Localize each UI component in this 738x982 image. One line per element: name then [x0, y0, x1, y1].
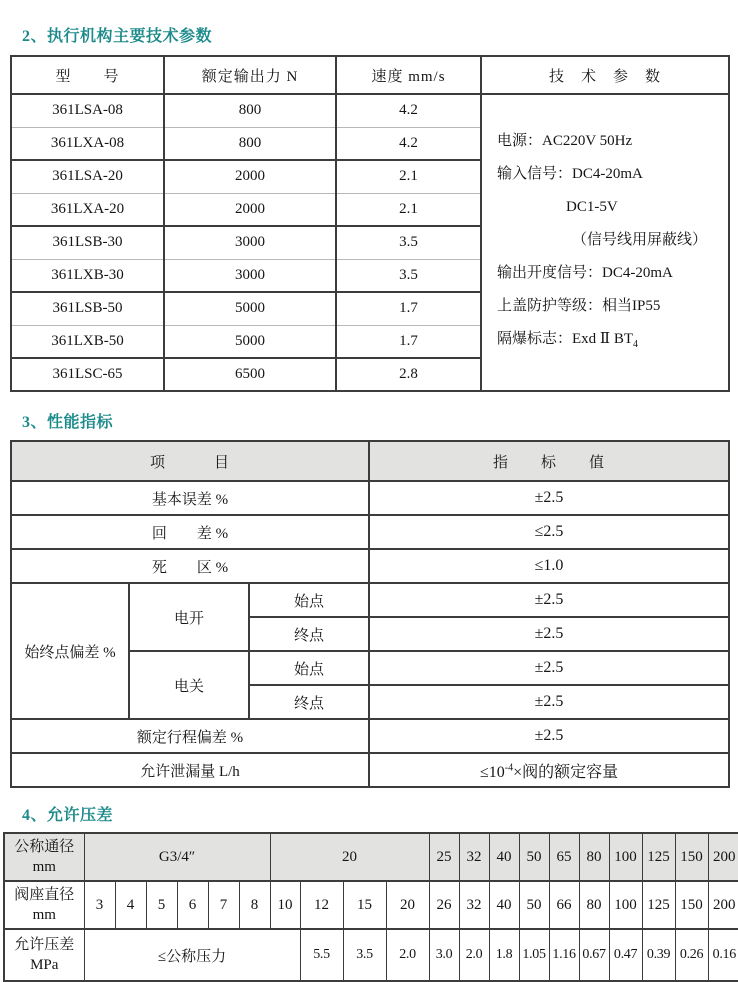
force-cell: 800 — [164, 94, 336, 127]
item-cell: 额定行程偏差 % — [11, 719, 369, 753]
force-cell: 5000 — [164, 325, 336, 358]
seat-cell: 12 — [300, 881, 343, 929]
speed-cell: 4.2 — [336, 127, 481, 160]
pressure-diff-table — [3, 832, 738, 982]
seat-cell: 200 — [708, 881, 738, 929]
value-cell: ≤2.5 — [369, 515, 729, 549]
seat-cell: 66 — [549, 881, 579, 929]
section4-title: 4、允许压差 — [22, 807, 114, 824]
item-cell: 允许泄漏量 L/h — [11, 753, 369, 787]
actuator-spec-table — [10, 55, 730, 392]
model-cell: 361LSA-20 — [11, 160, 164, 193]
model-cell: 361LSB-30 — [11, 226, 164, 259]
row-label-cell — [4, 881, 84, 929]
model-cell: 361LSA-08 — [11, 94, 164, 127]
leakage-base: ≤10 — [479, 763, 505, 781]
col-header-speed: 速度 mm/s — [336, 56, 481, 94]
leakage-rest: ×阀的额定容量 — [513, 763, 619, 781]
dn-cell: 32 — [459, 833, 489, 881]
row-label-cell — [4, 929, 84, 981]
tech-power: 电源：AC220V 50Hz — [497, 132, 633, 149]
tech-input-note: （信号线用屏蔽线） — [572, 231, 708, 248]
seat-cell: 7 — [208, 881, 239, 929]
value-cell: ≤1.0 — [369, 549, 729, 583]
pressure-cell: 0.26 — [675, 929, 708, 981]
tech-protection: 上盖防护等级：相当IP55 — [497, 297, 661, 314]
seat-cell: 125 — [642, 881, 675, 929]
pressure-cell: 1.05 — [519, 929, 549, 981]
tech-exproof-sub: 4 — [633, 338, 639, 350]
seat-cell: 10 — [270, 881, 300, 929]
leakage-value-cell — [369, 753, 729, 787]
start-point-label: 始点 — [249, 583, 369, 617]
seat-cell: 50 — [519, 881, 549, 929]
col-header-force: 额定输出力 N — [164, 56, 336, 94]
end-point-label: 终点 — [249, 617, 369, 651]
tech-output-signal: 输出开度信号：DC4-20mA — [497, 264, 673, 281]
end-point-label: 终点 — [249, 685, 369, 719]
tech-params-block — [497, 125, 728, 361]
table-row — [11, 719, 729, 753]
speed-cell: 4.2 — [336, 94, 481, 127]
seat-cell: 26 — [429, 881, 459, 929]
value-cell: ±2.5 — [369, 719, 729, 753]
table-row — [11, 481, 729, 515]
speed-cell: 2.1 — [336, 193, 481, 226]
tech-params-cell — [481, 94, 729, 391]
dn-cell: 40 — [489, 833, 519, 881]
force-cell: 800 — [164, 127, 336, 160]
performance-table — [10, 440, 730, 788]
force-cell: 2000 — [164, 193, 336, 226]
pressure-cell: 0.67 — [579, 929, 609, 981]
seat-diameter-row — [4, 881, 738, 929]
force-cell: 3000 — [164, 226, 336, 259]
seat-cell: 3 — [84, 881, 115, 929]
dn-cell: 125 — [642, 833, 675, 881]
electric-close-label: 电关 — [129, 651, 249, 719]
row-label-line1: 允许压差 — [14, 937, 75, 953]
seat-cell: 15 — [343, 881, 386, 929]
row-label-line2: mm — [32, 907, 56, 923]
col-header-value: 指 标 值 — [369, 441, 729, 481]
table-row — [11, 753, 729, 787]
dn-cell: 65 — [549, 833, 579, 881]
start-point-label: 始点 — [249, 651, 369, 685]
seat-cell: 5 — [146, 881, 177, 929]
value-cell: ±2.5 — [369, 617, 729, 651]
speed-cell: 2.8 — [336, 358, 481, 391]
table-row — [11, 94, 729, 127]
speed-cell: 1.7 — [336, 292, 481, 325]
model-cell: 361LSB-50 — [11, 292, 164, 325]
dn-cell: 50 — [519, 833, 549, 881]
table1-header-row — [11, 56, 729, 94]
dn-cell: 100 — [609, 833, 642, 881]
pressure-cell: 3.5 — [343, 929, 386, 981]
row-label-line1: 阀座直径 — [14, 887, 75, 903]
dn20-cell: 20 — [270, 833, 429, 881]
dn-cell: 200 — [708, 833, 738, 881]
nominal-diameter-row — [4, 833, 738, 881]
tech-input-signal-2: DC1-5V — [566, 198, 618, 215]
seat-cell: 40 — [489, 881, 519, 929]
seat-cell: 6 — [177, 881, 208, 929]
item-cell: 回 差 % — [11, 515, 369, 549]
speed-cell: 3.5 — [336, 226, 481, 259]
tech-exproof-base: 隔爆标志：Exd Ⅱ BT — [497, 330, 634, 347]
col-header-tech: 技 术 参 数 — [481, 56, 729, 94]
seat-cell: 8 — [239, 881, 270, 929]
tech-input-signal: 输入信号：DC4-20mA — [497, 165, 643, 182]
value-cell: ±2.5 — [369, 685, 729, 719]
speed-cell: 3.5 — [336, 259, 481, 292]
row-label-cell — [4, 833, 84, 881]
pressure-cell: 5.5 — [300, 929, 343, 981]
force-cell: 5000 — [164, 292, 336, 325]
endpoint-group-label: 始终点偏差 % — [11, 583, 129, 719]
value-cell: ±2.5 — [369, 583, 729, 617]
section3-title: 3、性能指标 — [22, 414, 114, 431]
value-cell: ±2.5 — [369, 651, 729, 685]
pressure-cell: 0.39 — [642, 929, 675, 981]
table-row — [11, 583, 729, 617]
model-cell: 361LXB-30 — [11, 259, 164, 292]
value-cell: ±2.5 — [369, 481, 729, 515]
seat-cell: 100 — [609, 881, 642, 929]
row-label-line1: 公称通径 — [14, 839, 75, 855]
item-cell: 基本误差 % — [11, 481, 369, 515]
model-cell: 361LSC-65 — [52, 366, 123, 382]
force-cell: 6500 — [164, 358, 336, 391]
pressure-cell: 2.0 — [386, 929, 429, 981]
row-label-line2: MPa — [30, 957, 59, 973]
pressure-cell: 0.16 — [708, 929, 738, 981]
dn-cell: 25 — [429, 833, 459, 881]
seat-cell: 32 — [459, 881, 489, 929]
table-row — [11, 549, 729, 583]
dn-cell: 150 — [675, 833, 708, 881]
pressure-diff-row — [4, 929, 738, 981]
force-cell: 3000 — [164, 259, 336, 292]
pressure-cell: 2.0 — [459, 929, 489, 981]
tech-exproof — [497, 323, 728, 361]
row-label-line2: mm — [32, 859, 56, 875]
speed-cell: 1.7 — [336, 325, 481, 358]
seat-cell: 4 — [115, 881, 146, 929]
pressure-cell: 3.0 — [429, 929, 459, 981]
section2-title: 2、执行机构主要技术参数 — [22, 28, 213, 45]
col-header-model: 型 号 — [11, 56, 164, 94]
table-row — [11, 515, 729, 549]
force-cell: 2000 — [164, 160, 336, 193]
pressure-cell: 1.16 — [549, 929, 579, 981]
speed-cell: 2.1 — [336, 160, 481, 193]
pressure-cell: 0.47 — [609, 929, 642, 981]
model-cell: 361LXA-20 — [11, 193, 164, 226]
seat-cell: 150 — [675, 881, 708, 929]
seat-cell: 20 — [386, 881, 429, 929]
dn-cell: 80 — [579, 833, 609, 881]
item-cell: 死 区 % — [11, 549, 369, 583]
seat-cell: 80 — [579, 881, 609, 929]
model-cell: 361LXB-50 — [11, 325, 164, 358]
nominal-pressure-cell: ≤公称压力 — [84, 929, 300, 981]
pressure-cell: 1.8 — [489, 929, 519, 981]
model-cell: 361LXA-08 — [11, 127, 164, 160]
table3-header-row — [11, 441, 729, 481]
electric-open-label: 电开 — [129, 583, 249, 651]
leakage-exponent: -4 — [504, 762, 514, 774]
col-header-item: 项 目 — [11, 441, 369, 481]
g34-cell: G3/4″ — [84, 833, 270, 881]
